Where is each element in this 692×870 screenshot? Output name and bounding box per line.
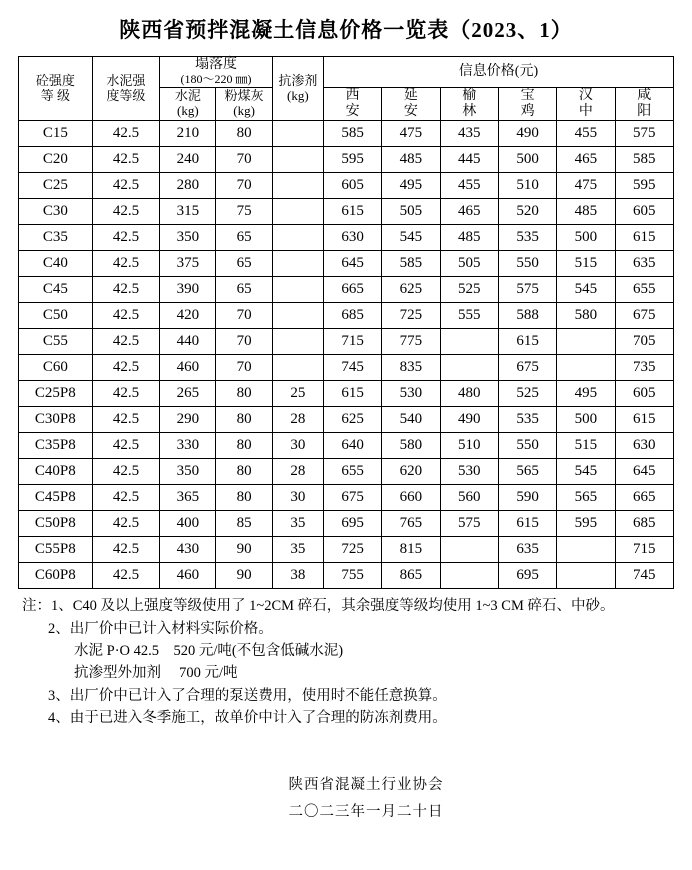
cell-price-hanzhong: 500: [557, 225, 615, 251]
cell-grade: C15: [19, 121, 93, 147]
cell-grade: C45: [19, 277, 93, 303]
table-row: [19, 563, 674, 589]
cell-price-baoji: 635: [498, 537, 556, 563]
cell-price-baoji: 520: [498, 199, 556, 225]
cell-impermeable: 30: [272, 433, 323, 459]
cell-price-yanan: 660: [382, 485, 440, 511]
header-grade-line1: 砼强度: [35, 72, 75, 88]
cell-price-yanan: 865: [382, 563, 440, 589]
cell-flyash: 65: [216, 277, 272, 303]
table-row: [19, 121, 674, 147]
cell-price-yulin: 455: [440, 173, 498, 199]
cell-price-yanan: 485: [382, 147, 440, 173]
cell-price-xianyang: 645: [615, 459, 673, 485]
cell-price-xian: 595: [323, 147, 381, 173]
cell-cement-grade: 42.5: [92, 537, 160, 563]
cell-price-baoji: 535: [498, 225, 556, 251]
cell-cement-grade: 42.5: [92, 381, 160, 407]
cell-impermeable: [272, 147, 323, 173]
cell-price-yulin: 525: [440, 277, 498, 303]
header-slump-flyash-line2: (kg): [233, 102, 255, 118]
page-title: 陕西省预拌混凝土信息价格一览表（2023、1）: [119, 18, 573, 42]
cell-flyash: 70: [216, 303, 272, 329]
cell-price-xian: 625: [323, 407, 381, 433]
cell-price-baoji: 615: [498, 329, 556, 355]
cell-impermeable: 28: [272, 459, 323, 485]
cell-price-baoji: 525: [498, 381, 556, 407]
header-city-hanzhong: [557, 87, 615, 120]
cell-price-yanan: 545: [382, 225, 440, 251]
cell-price-baoji: 615: [498, 511, 556, 537]
cell-price-hanzhong: [557, 329, 615, 355]
header-city-xian-line2: 安: [345, 103, 360, 119]
cell-cement: 400: [160, 511, 216, 537]
cell-grade: C50P8: [19, 511, 93, 537]
cell-price-xian: 745: [323, 355, 381, 381]
cell-price-xianyang: 715: [615, 537, 673, 563]
cell-grade: C45P8: [19, 485, 93, 511]
cell-cement: 330: [160, 433, 216, 459]
note-line-1: 注：1、C40 及以上强度等级使用了 1~2CM 碎石，其余强度等级均使用 1~3 CM 碎石、中砂。: [22, 598, 615, 615]
cell-price-hanzhong: 515: [557, 251, 615, 277]
cell-cement-grade: 42.5: [92, 433, 160, 459]
cell-grade: C50: [19, 303, 93, 329]
table-row: [19, 459, 674, 485]
table-row: [19, 225, 674, 251]
cell-price-yanan: 725: [382, 303, 440, 329]
cell-price-yanan: 505: [382, 199, 440, 225]
header-city-xianyang-line1: 咸: [637, 87, 652, 103]
cell-grade: C40: [19, 251, 93, 277]
cell-grade: C25: [19, 173, 93, 199]
header-slump-line1: 塌落度: [194, 57, 237, 72]
header-city-yulin: [440, 87, 498, 120]
cell-price-hanzhong: 455: [557, 121, 615, 147]
header-city-baoji-line2: 鸡: [520, 103, 535, 119]
cell-price-baoji: 565: [498, 459, 556, 485]
footer-organization: 陕西省混凝土行业协会: [288, 776, 444, 793]
notes-block: [18, 595, 674, 730]
table-row: [19, 355, 674, 381]
cell-price-hanzhong: [557, 537, 615, 563]
cell-flyash: 80: [216, 433, 272, 459]
table-row: [19, 537, 674, 563]
cell-price-yulin: 560: [440, 485, 498, 511]
cell-impermeable: [272, 329, 323, 355]
header-impermeable: [272, 57, 323, 121]
table-row: [19, 485, 674, 511]
cell-price-yulin: [440, 355, 498, 381]
cell-grade: C35P8: [19, 433, 93, 459]
cell-price-yulin: [440, 563, 498, 589]
cell-flyash: 65: [216, 225, 272, 251]
cell-cement-grade: 42.5: [92, 277, 160, 303]
cell-price-hanzhong: 580: [557, 303, 615, 329]
cell-cement-grade: 42.5: [92, 485, 160, 511]
cell-cement: 350: [160, 225, 216, 251]
cell-price-xian: 695: [323, 511, 381, 537]
header-grade-line2: 等 级: [40, 87, 70, 103]
cell-price-xianyang: 665: [615, 485, 673, 511]
cell-flyash: 80: [216, 407, 272, 433]
header-impermeable-line1: 抗渗剂: [278, 72, 318, 88]
cell-price-baoji: 575: [498, 277, 556, 303]
header-city-yanan-line1: 延: [403, 87, 418, 103]
header-city-baoji-line1: 宝: [520, 87, 535, 103]
header-impermeable-line2: (kg): [287, 87, 309, 103]
cell-flyash: 65: [216, 251, 272, 277]
cell-price-baoji: 590: [498, 485, 556, 511]
table-row: [19, 433, 674, 459]
cell-price-baoji: 510: [498, 173, 556, 199]
cell-price-xian: 725: [323, 537, 381, 563]
cell-cement-grade: 42.5: [92, 121, 160, 147]
cell-flyash: 70: [216, 147, 272, 173]
cell-cement: 350: [160, 459, 216, 485]
cell-price-baoji: 588: [498, 303, 556, 329]
cell-price-hanzhong: 545: [557, 277, 615, 303]
cell-cement: 210: [160, 121, 216, 147]
cell-grade: C55P8: [19, 537, 93, 563]
cell-price-yanan: 585: [382, 251, 440, 277]
cell-cement: 365: [160, 485, 216, 511]
cell-price-baoji: 675: [498, 355, 556, 381]
cell-price-yulin: 435: [440, 121, 498, 147]
header-city-xianyang-line2: 阳: [637, 103, 652, 119]
cell-cement: 440: [160, 329, 216, 355]
cell-price-yanan: 765: [382, 511, 440, 537]
header-city-hanzhong-line2: 中: [578, 103, 593, 119]
cell-cement: 460: [160, 563, 216, 589]
cell-price-xianyang: 605: [615, 381, 673, 407]
header-slump-flyash-line1: 粉煤灰: [224, 88, 264, 104]
cell-price-hanzhong: 515: [557, 433, 615, 459]
table-row: [19, 173, 674, 199]
cell-price-yanan: 620: [382, 459, 440, 485]
table-row: [19, 251, 674, 277]
header-city-yulin-line1: 榆: [462, 87, 477, 103]
cell-cement-grade: 42.5: [92, 563, 160, 589]
table-row: [19, 303, 674, 329]
cell-impermeable: 38: [272, 563, 323, 589]
cell-price-xian: 655: [323, 459, 381, 485]
cell-price-yulin: 510: [440, 433, 498, 459]
cell-price-hanzhong: 485: [557, 199, 615, 225]
cell-flyash: 80: [216, 121, 272, 147]
cell-impermeable: 35: [272, 537, 323, 563]
cell-price-xian: 675: [323, 485, 381, 511]
cell-cement: 420: [160, 303, 216, 329]
cell-flyash: 75: [216, 199, 272, 225]
cell-cement-grade: 42.5: [92, 407, 160, 433]
note-line-5: 3、出厂价中已计入了合理的泵送费用，使用时不能任意换算。: [48, 687, 447, 704]
cell-price-hanzhong: 565: [557, 485, 615, 511]
cell-price-xianyang: 615: [615, 407, 673, 433]
cell-price-yulin: [440, 329, 498, 355]
document-footer: [18, 772, 674, 827]
cell-price-xianyang: 605: [615, 199, 673, 225]
header-cement-grade-line1: 水泥强: [106, 72, 146, 88]
cell-cement: 460: [160, 355, 216, 381]
cell-price-xian: 665: [323, 277, 381, 303]
cell-price-yulin: 480: [440, 381, 498, 407]
cell-price-xian: 615: [323, 199, 381, 225]
header-city-hanzhong-line1: 汉: [578, 87, 593, 103]
table-row: [19, 329, 674, 355]
cell-price-xianyang: 675: [615, 303, 673, 329]
cell-flyash: 80: [216, 459, 272, 485]
cell-price-yulin: 530: [440, 459, 498, 485]
cell-price-yulin: 445: [440, 147, 498, 173]
cell-grade: C40P8: [19, 459, 93, 485]
header-slump-flyash: [216, 87, 272, 120]
table-row: [19, 199, 674, 225]
header-city-yanan-line2: 安: [403, 103, 418, 119]
header-city-xian-line1: 西: [345, 87, 360, 103]
cell-price-hanzhong: 495: [557, 381, 615, 407]
footer-date: 二〇二三年一月二十日: [288, 804, 444, 821]
table-row: [19, 511, 674, 537]
cell-price-xianyang: 575: [615, 121, 673, 147]
cell-cement-grade: 42.5: [92, 225, 160, 251]
cell-price-hanzhong: [557, 563, 615, 589]
cell-impermeable: 35: [272, 511, 323, 537]
cell-price-yulin: 465: [440, 199, 498, 225]
header-grade: [19, 57, 93, 121]
cell-cement-grade: 42.5: [92, 303, 160, 329]
cell-impermeable: 25: [272, 381, 323, 407]
cell-impermeable: [272, 173, 323, 199]
header-cement-grade-line2: 度等级: [106, 87, 146, 103]
cell-price-hanzhong: 595: [557, 511, 615, 537]
cell-cement: 390: [160, 277, 216, 303]
cell-price-xianyang: 585: [615, 147, 673, 173]
note-line-6: 4、由于已进入冬季施工，故单价中计入了合理的防冻剂费用。: [48, 710, 447, 727]
cell-price-yanan: 625: [382, 277, 440, 303]
cell-price-yanan: 835: [382, 355, 440, 381]
header-cement-grade: [92, 57, 160, 121]
header-price-group: 信息价格(元): [323, 57, 673, 88]
cell-price-xianyang: 655: [615, 277, 673, 303]
note-line-4: 抗渗型外加剂 700 元/吨: [74, 665, 238, 682]
cell-price-hanzhong: 465: [557, 147, 615, 173]
cell-cement: 430: [160, 537, 216, 563]
note-line-2: 2、出厂价中已计入材料实际价格。: [48, 620, 273, 637]
cell-price-xianyang: 745: [615, 563, 673, 589]
table-row: [19, 277, 674, 303]
cell-flyash: 90: [216, 537, 272, 563]
cell-flyash: 70: [216, 329, 272, 355]
cell-price-yulin: 485: [440, 225, 498, 251]
cell-cement-grade: 42.5: [92, 355, 160, 381]
cell-price-yanan: 815: [382, 537, 440, 563]
table-header: [19, 57, 674, 121]
cell-cement-grade: 42.5: [92, 251, 160, 277]
cell-price-xianyang: 630: [615, 433, 673, 459]
cell-grade: C60P8: [19, 563, 93, 589]
cell-cement: 375: [160, 251, 216, 277]
header-city-xianyang: [615, 87, 673, 120]
header-slump-cement-line2: (kg): [177, 102, 199, 118]
table-row: [19, 147, 674, 173]
cell-price-yulin: 490: [440, 407, 498, 433]
cell-cement-grade: 42.5: [92, 173, 160, 199]
cell-impermeable: 30: [272, 485, 323, 511]
cell-price-xianyang: 685: [615, 511, 673, 537]
cell-price-xian: 605: [323, 173, 381, 199]
cell-price-xian: 645: [323, 251, 381, 277]
header-city-yanan: [382, 87, 440, 120]
cell-impermeable: [272, 277, 323, 303]
header-slump-group: [160, 57, 273, 88]
cell-grade: C35: [19, 225, 93, 251]
cell-price-yanan: 775: [382, 329, 440, 355]
cell-price-xian: 630: [323, 225, 381, 251]
cell-flyash: 70: [216, 173, 272, 199]
cell-impermeable: [272, 303, 323, 329]
cell-price-xianyang: 705: [615, 329, 673, 355]
cell-grade: C30P8: [19, 407, 93, 433]
cell-price-yanan: 475: [382, 121, 440, 147]
cell-grade: C30: [19, 199, 93, 225]
cell-price-xianyang: 735: [615, 355, 673, 381]
cell-price-xianyang: 635: [615, 251, 673, 277]
cell-cement-grade: 42.5: [92, 147, 160, 173]
cell-price-yanan: 495: [382, 173, 440, 199]
header-city-yulin-line2: 林: [462, 103, 477, 119]
cell-price-baoji: 500: [498, 147, 556, 173]
cell-impermeable: [272, 199, 323, 225]
cell-price-xian: 585: [323, 121, 381, 147]
cell-price-baoji: 535: [498, 407, 556, 433]
cell-impermeable: [272, 355, 323, 381]
cell-flyash: 70: [216, 355, 272, 381]
cell-price-xianyang: 595: [615, 173, 673, 199]
cell-price-yanan: 580: [382, 433, 440, 459]
cell-grade: C60: [19, 355, 93, 381]
header-slump-cement: [160, 87, 216, 120]
cell-price-yulin: 575: [440, 511, 498, 537]
price-table: [18, 56, 674, 589]
cell-price-hanzhong: 475: [557, 173, 615, 199]
header-slump-cement-line1: 水泥: [174, 88, 201, 104]
cell-price-baoji: 550: [498, 433, 556, 459]
cell-price-xian: 755: [323, 563, 381, 589]
cell-price-baoji: 695: [498, 563, 556, 589]
cell-impermeable: [272, 251, 323, 277]
cell-price-xian: 615: [323, 381, 381, 407]
cell-price-yanan: 530: [382, 381, 440, 407]
cell-price-xian: 640: [323, 433, 381, 459]
cell-price-yulin: 505: [440, 251, 498, 277]
cell-cement: 265: [160, 381, 216, 407]
cell-price-xian: 715: [323, 329, 381, 355]
note-line-3: 水泥 P·O 42.5 520 元/吨(不包含低碱水泥): [74, 643, 344, 660]
cell-price-hanzhong: [557, 355, 615, 381]
table-body: [19, 121, 674, 589]
cell-price-yulin: 555: [440, 303, 498, 329]
cell-price-yulin: [440, 537, 498, 563]
cell-price-baoji: 490: [498, 121, 556, 147]
cell-price-xian: 685: [323, 303, 381, 329]
cell-grade: C20: [19, 147, 93, 173]
cell-flyash: 80: [216, 381, 272, 407]
cell-impermeable: [272, 121, 323, 147]
cell-price-xianyang: 615: [615, 225, 673, 251]
cell-cement: 240: [160, 147, 216, 173]
header-city-xian: [323, 87, 381, 120]
cell-flyash: 85: [216, 511, 272, 537]
cell-cement-grade: 42.5: [92, 329, 160, 355]
cell-grade: C25P8: [19, 381, 93, 407]
cell-cement: 280: [160, 173, 216, 199]
cell-impermeable: [272, 225, 323, 251]
cell-price-hanzhong: 500: [557, 407, 615, 433]
cell-cement-grade: 42.5: [92, 511, 160, 537]
cell-price-yanan: 540: [382, 407, 440, 433]
cell-cement: 290: [160, 407, 216, 433]
cell-price-baoji: 550: [498, 251, 556, 277]
cell-flyash: 80: [216, 485, 272, 511]
cell-impermeable: 28: [272, 407, 323, 433]
header-slump-line2: (180～220 ㎜): [180, 72, 252, 87]
cell-flyash: 90: [216, 563, 272, 589]
cell-cement-grade: 42.5: [92, 199, 160, 225]
header-city-baoji: [498, 87, 556, 120]
table-row: [19, 407, 674, 433]
table-row: [19, 381, 674, 407]
cell-cement-grade: 42.5: [92, 459, 160, 485]
cell-cement: 315: [160, 199, 216, 225]
cell-price-hanzhong: 545: [557, 459, 615, 485]
cell-grade: C55: [19, 329, 93, 355]
